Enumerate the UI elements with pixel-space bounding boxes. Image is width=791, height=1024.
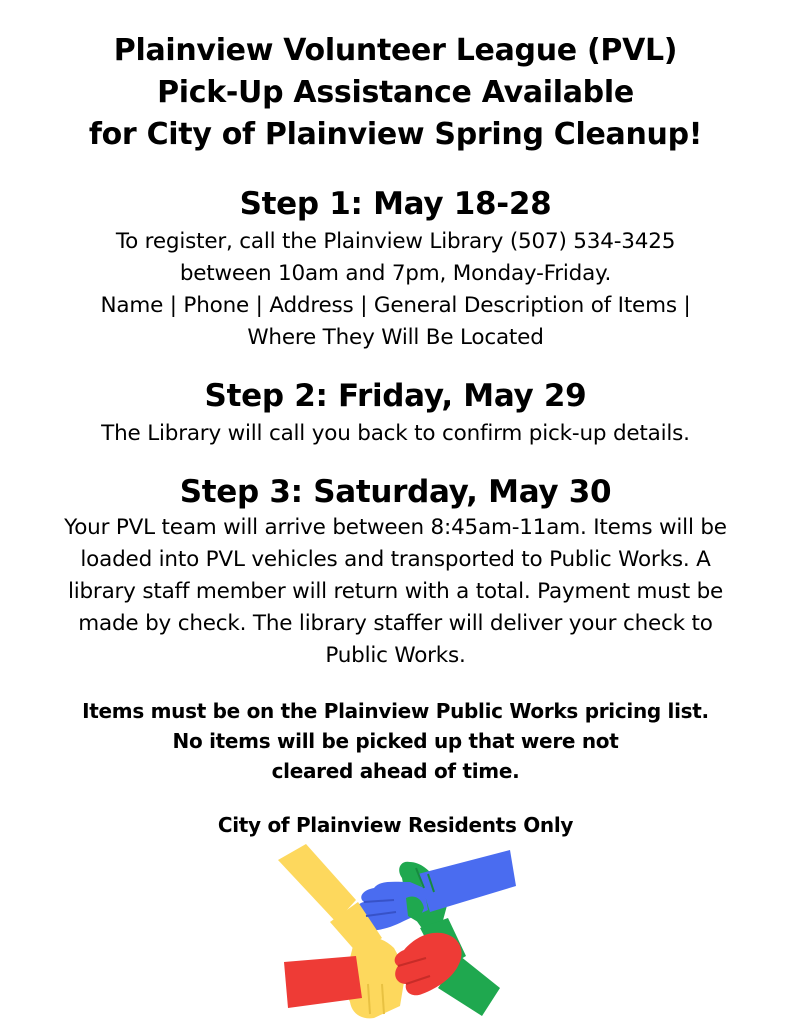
step-2-body	[0, 418, 791, 450]
step-3-line: Your PVL team will arrive between 8:45am-11am. Items will be	[64, 515, 727, 540]
step-3-line: library staff member will return with a total. Payment must be	[67, 579, 724, 604]
step-3-body	[0, 512, 791, 672]
step-1-heading: Step 1: May 18-28	[239, 186, 552, 222]
step-3-heading: Step 3: Saturday, May 30	[179, 474, 612, 510]
step-2-line: The Library will call you back to confirm pick-up details.	[101, 421, 690, 446]
title-line: Pick-Up Assistance Available	[157, 75, 634, 110]
title-line: for City of Plainview Spring Cleanup!	[88, 117, 703, 152]
step-3-line: Public Works.	[325, 643, 466, 668]
flyer-title	[0, 30, 791, 156]
step-3-line: loaded into PVL vehicles and transported to Public Works. A	[80, 547, 711, 572]
residents-only-note: City of Plainview Residents Only	[217, 813, 574, 837]
step-1-line: To register, call the Plainview Library (507) 534-3425	[115, 229, 676, 254]
step-1-line: between 10am and 7pm, Monday-Friday.	[179, 261, 612, 286]
step-3-line: made by check. The library staffer will deliver your check to	[78, 611, 713, 636]
hands-together-icon	[270, 838, 520, 1024]
step-2-heading: Step 2: Friday, May 29	[204, 378, 587, 414]
blue-arm	[418, 850, 516, 912]
notice-line: No items will be picked up that were not	[172, 729, 619, 753]
step-1-body	[0, 226, 791, 354]
pricing-notice	[0, 696, 791, 786]
notice-line: cleared ahead of time.	[271, 759, 520, 783]
yellow-arm	[278, 844, 356, 922]
step-1-line: Name | Phone | Address | General Description of Items |	[100, 293, 691, 318]
notice-line: Items must be on the Plainview Public Works pricing list.	[82, 699, 709, 723]
title-line: Plainview Volunteer League (PVL)	[113, 33, 678, 68]
step-1-line: Where They Will Be Located	[247, 325, 544, 350]
